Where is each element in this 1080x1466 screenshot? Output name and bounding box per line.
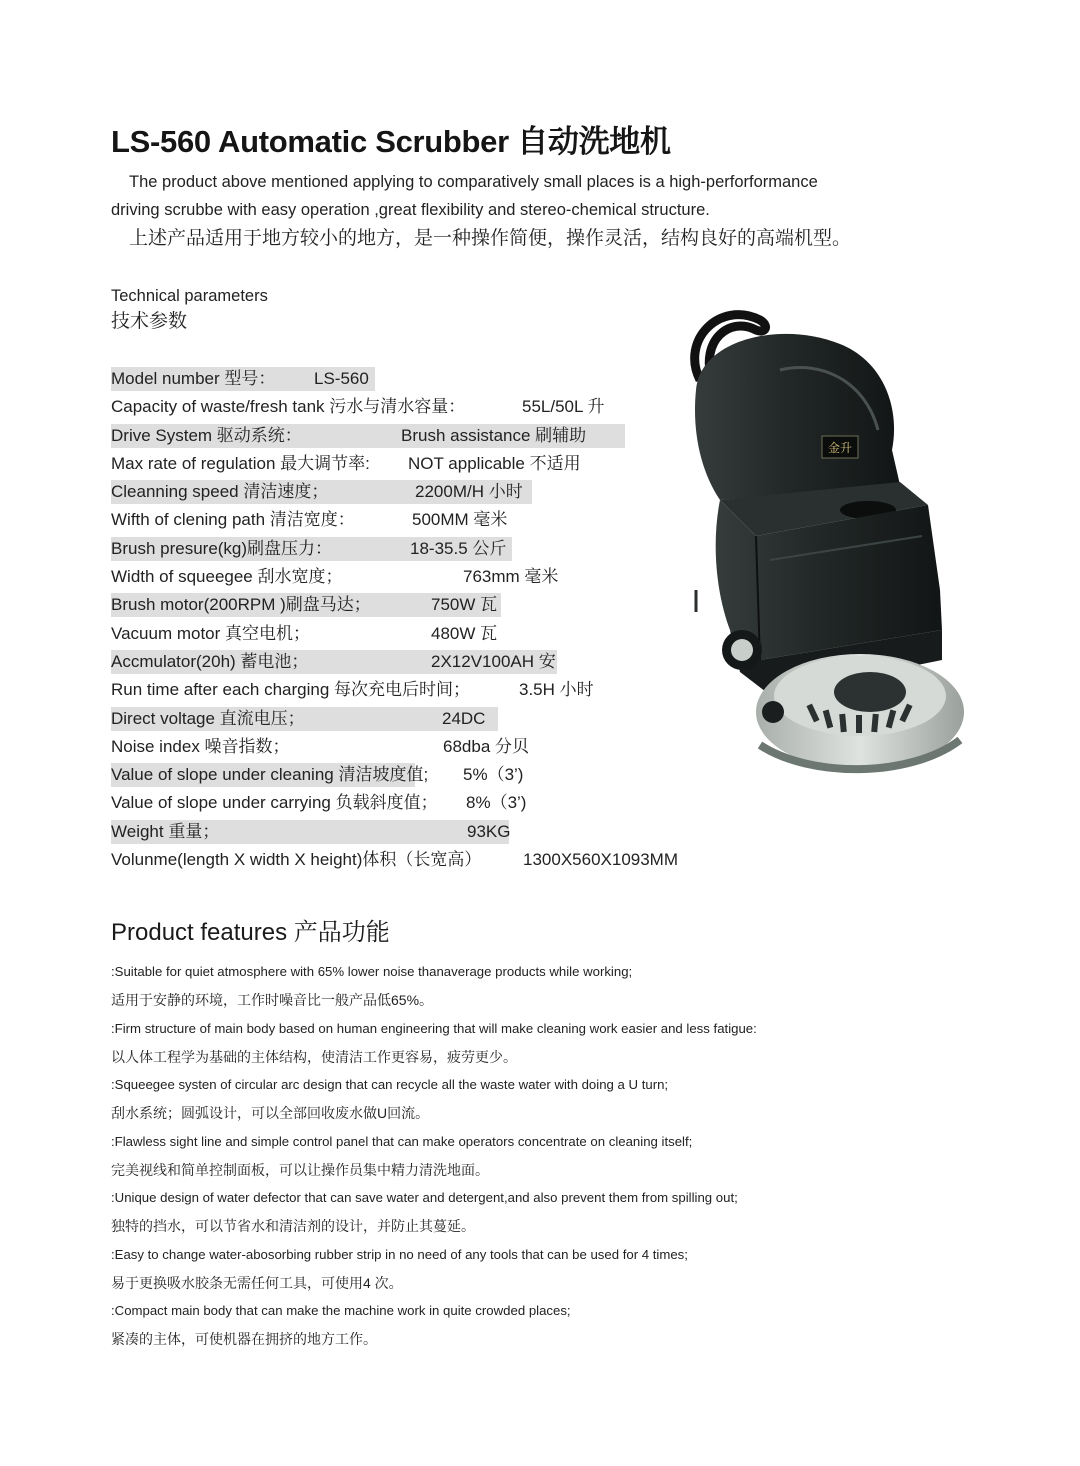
technical-heading-zh: 技术参数: [111, 311, 188, 332]
parameter-label: Noise index 噪音指数；: [111, 736, 290, 756]
parameter-value: 500MM 毫米: [412, 510, 508, 530]
feature-item: [111, 1243, 757, 1300]
parameter-label: Brush motor(200RPM )刷盘马达；: [111, 595, 371, 615]
parameter-label: Width of squeegee 刮水宽度；: [111, 567, 343, 587]
parameter-value: 68dba 分贝: [443, 736, 529, 756]
feature-zh: 完美视线和简单控制面板，可以让操作员集中精力清洗地面。: [111, 1161, 489, 1178]
parameter-label: Model number 型号：: [111, 369, 276, 388]
feature-en: :Flawless sight line and simple control panel that can make operators concentrate on cleaning itself;: [111, 1133, 693, 1149]
parameter-value: 480W 瓦: [431, 623, 498, 643]
parameter-label: Vacuum motor 真空电机；: [111, 623, 311, 643]
technical-heading: [111, 283, 268, 335]
feature-en: :Easy to change water-abosorbing rubber strip in no need of any tools that can be used for 4 times;: [111, 1246, 688, 1262]
parameter-label: Cleanning speed 清洁速度；: [111, 482, 329, 502]
parameter-value: NOT applicable 不适用: [408, 453, 581, 473]
intro-zh: 上述产品适用于地方较小的地方，是一种操作简便，操作灵活，结构良好的高端机型。: [129, 228, 852, 249]
feature-en: :Suitable for quiet atmosphere with 65% lower noise thanaverage products while working;: [111, 964, 633, 979]
feature-en: :Squeegee systen of circular arc design that can recycle all the waste water with doing a U turn;: [111, 1077, 669, 1092]
feature-item: [111, 1299, 757, 1356]
parameter-value: 24DC: [442, 708, 486, 728]
parameter-label: Value of slope under cleaning 清洁坡度值;: [111, 765, 429, 785]
scrubber-machine-image: [660, 300, 980, 800]
brand-logo-text: 金升: [827, 441, 853, 455]
parameter-label: Volunme(length X width X height)体积（长宽高）: [111, 850, 482, 870]
feature-zh: 紧凑的主体，可使机器在拥挤的地方工作。: [111, 1331, 377, 1347]
feature-en: :Firm structure of main body based on human engineering that will make cleaning work easier and less fatigue:: [111, 1020, 757, 1036]
feature-en: :Unique design of water defector that can save water and detergent,and also prevent them from spilling out;: [111, 1190, 738, 1205]
feature-item: [111, 1017, 757, 1074]
parameter-label: Wifth of clening path 清洁宽度：: [111, 510, 355, 530]
parameter-value: 750W 瓦: [431, 595, 498, 615]
parameter-value: 18-35.5 公斤: [410, 538, 507, 558]
page-title: LS-560 Automatic Scrubber 自动洗地机: [111, 124, 671, 159]
feature-item: [111, 1073, 757, 1130]
parameter-value: 8%（3’): [466, 793, 527, 813]
parameter-value: 763mm 毫米: [463, 567, 559, 587]
feature-zh: 适用于安静的环境，工作时噪音比一般产品低65%。: [111, 992, 434, 1008]
parameter-value: 5%（3’): [463, 765, 524, 785]
parameter-label: Value of slope under carrying 负载斜度值；: [111, 793, 438, 813]
feature-zh: 刮水系统；圆弧设计，可以全部回收废水做U回流。: [111, 1105, 430, 1121]
parameter-value: 2200M/H 小时: [415, 482, 523, 502]
parameter-value: 3.5H 小时: [519, 680, 594, 700]
technical-heading-en: Technical parameters: [111, 287, 268, 305]
feature-list: [111, 960, 757, 1356]
feature-zh: 独特的挡水，可以节省水和清洁剂的设计，并防止其蔓延。: [111, 1218, 475, 1234]
parameter-label: Drive System 驱动系统：: [111, 425, 302, 445]
parameter-value: 1300X560X1093MM: [523, 850, 679, 870]
feature-zh: 以人体工程学为基础的主体结构，使清洁工作更容易，疲劳更少。: [111, 1048, 517, 1065]
parameter-label: Max rate of regulation 最大调节率:: [111, 453, 370, 473]
parameter-value: Brush assistance 刷辅助: [401, 425, 587, 445]
feature-zh: 易于更换吸水胶条无需任何工具，可使用4 次。: [111, 1274, 403, 1291]
intro-en-line-1: The product above mentioned applying to comparatively small places is a high-perforformance: [129, 173, 818, 191]
feature-item: [111, 1130, 757, 1187]
parameter-label: Direct voltage 直流电压；: [111, 708, 305, 728]
intro-en-line-2: driving scrubbe with easy operation ,great flexibility and stereo-chemical structure.: [111, 201, 710, 219]
feature-item: [111, 1186, 757, 1243]
features-heading: Product features 产品功能: [111, 919, 390, 946]
parameter-value: LS-560: [314, 369, 369, 388]
recovery-tank: [695, 334, 900, 500]
parameter-label: Capacity of waste/fresh tank 污水与清水容量：: [111, 397, 466, 417]
parameter-value: 93KG: [467, 821, 511, 841]
feature-item: [111, 960, 757, 1017]
parameter-label: Run time after each charging 每次充电后时间；: [111, 680, 471, 700]
parameter-label: Weight 重量；: [111, 821, 220, 841]
parameter-label: Brush presure(kg)刷盘压力：: [111, 538, 333, 558]
intro-paragraph: [111, 168, 911, 254]
parameter-label: Accmulator(20h) 蓄电池；: [111, 651, 309, 671]
parameter-value: 55L/50L 升: [522, 397, 605, 417]
feature-en: :Compact main body that can make the machine work in quite crowded places;: [111, 1303, 571, 1318]
parameter-value: 2X12V100AH 安: [431, 651, 556, 671]
